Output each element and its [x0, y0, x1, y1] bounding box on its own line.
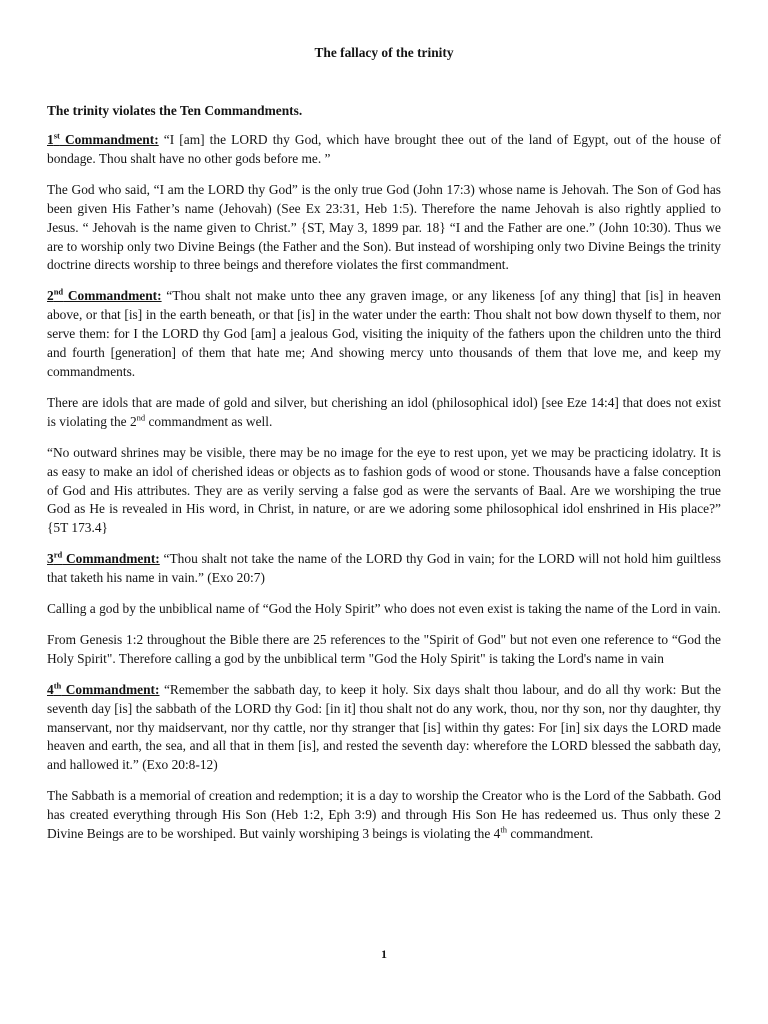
commandment-text: “Thou shalt not make unto thee any graven image, or any likeness [of any thing] that [is] in heaven above, or that [is] in the earth beneath, or that [is] in the water under the earth: Thou shalt not bow down thyself to them, nor serve them: for I the LORD thy God [am] a jealous God, visiting the iniquity of the fathers upon the children unto the third and fourth [generation] of them that hate me; And showing mercy unto thousands of them that love me, and keep my commandments. — [47, 288, 721, 379]
paragraph-body: From Genesis 1:2 throughout the Bible there are 25 references to the "Spirit of God" but not even one reference to “God the Holy Spirit". Therefore calling a god by the unbiblical term "God the Holy Spirit" is taking the Lord's name in vain — [47, 631, 721, 666]
page-number: 1 — [381, 947, 387, 961]
paragraph-3rd-commandment — [47, 550, 721, 588]
paragraph-4th-commandment — [47, 681, 721, 776]
paragraph-quote: “No outward shrines may be visible, there may be no image for the eye to rest upon, yet we may be practicing idolatry. It is as easy to make an idol of cherished ideas or objects as to fashion gods of wood or stone. Thousands have a false conception of God and His attributes. They are as verily serving a false god as were the servants of Baal. Are we worshiping the true God as He is revealed in His word, in Christ, in nature, or are we adoring some philosophical idol enshrined in His place?” {5T 173.4} — [47, 444, 721, 536]
paragraph-body: There are idols that are made of gold and silver, but cherishing an idol (philosophical idol) [see Eze 14:4] that does not exist is violating the 2nd commandment as well. — [47, 394, 721, 429]
document-title: The fallacy of the trinity — [314, 45, 454, 60]
paragraph-body: Calling a god by the unbiblical name of “God the Holy Spirit” who does not even exist is taking the name of the Lord in vain. — [47, 601, 721, 617]
commandment-heading: 3rd Commandment: — [47, 549, 160, 567]
paragraph-body: The Sabbath is a memorial of creation and redemption; it is a day to worship the Creator who is the Lord of the Sabbath. God has created everything through His Son (Heb 1:2, Eph 3:9) and through His Son He has redeemed us. Thus only these 2 Divine Beings are to be worshiped. But vainly worshiping 3 beings is violating the 4th commandment. — [47, 788, 721, 842]
paragraph-1st-commandment — [47, 131, 721, 169]
commandment-text: “Thou shalt not take the name of the LORD thy God in vain; for the LORD will not hold him guiltless that taketh his name in vain.” (Exo 20:7) — [47, 551, 721, 586]
paragraph-body: The God who said, “I am the LORD thy God” is the only true God (John 17:3) whose name is Jehovah. The Son of God has been given His Father’s name (Jehovah) (See Ex 23:31, Heb 1:5). Therefore the name Jehovah is also rightly applied to Jesus. “ Jehovah is the name given to Christ.” {ST, May 3, 1899 par. 18} “I and the Father are one.” (John 10:30). Thus we are to worship only two Divine Beings (the Father and the Son). But instead of worshiping only two Divine Beings the trinity doctrine directs worship to three beings and therefore violates the first commandment. — [47, 181, 721, 273]
paragraph-2nd-commandment — [47, 287, 721, 382]
commandment-text: “I [am] the LORD thy God, which have brought thee out of the land of Egypt, out of the house of bondage. Thou shalt have no other gods before me. ” — [47, 132, 721, 166]
commandment-text: “Remember the sabbath day, to keep it holy. Six days shalt thou labour, and do all thy work: But the seventh day [is] the sabbath of the LORD thy God: [in it] thou shalt not do any work, thou, nor thy son, nor thy daughter, thy manservant, nor thy maidservant, nor thy cattle, nor thy stranger that [is] within thy gates: For [in] six days the LORD made heaven and earth, the sea, and all that in them [is], and rested the seventh day: wherefore the LORD blessed the sabbath day, and hallowed it.” (Exo 20:8-12) — [47, 681, 722, 773]
commandment-heading: 1st Commandment: — [47, 130, 159, 147]
document-subtitle: The trinity violates the Ten Commandments. — [47, 103, 303, 118]
commandment-heading: 2nd Commandment: — [47, 286, 162, 304]
commandment-heading: 4th Commandment: — [47, 680, 160, 697]
